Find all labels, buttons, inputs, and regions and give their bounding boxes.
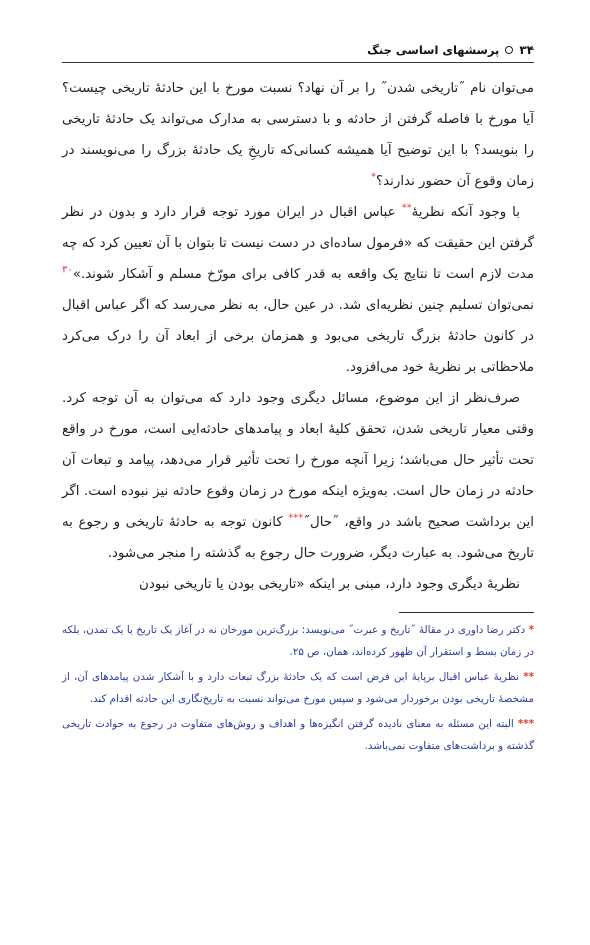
running-header: [62, 38, 534, 63]
page-number: ۳۴: [519, 43, 534, 57]
footnote-2: [62, 666, 534, 710]
footnote-2-text: نظریهٔ عباس اقبال برپایهٔ این فرض است که یک حادثهٔ بزرگ تبعات دارد و با آشکار شدن پیامدهای آن، از مشخصهٔ تاریخی بودن برخوردار می‌شود و سپس مورخ می‌تواند نسبت به تاریخ‌نگاری این حادثه اقدام کند.: [62, 671, 534, 705]
circle-bullet-icon: [505, 46, 513, 54]
footnote-3-text: البته این مسئله به معنای نادیده گرفتن انگیزه‌ها و اهداف و روش‌های متفاوت در رجوع به حوادث تاریخی گذشته و برداشت‌های متفاوت نمی‌باشد.: [62, 718, 534, 752]
footnote-3-mark: ***: [517, 718, 534, 730]
footnote-2-mark: **: [523, 671, 534, 683]
paragraph-3-text-b: کانون توجه به حادثهٔ تاریخی و رجوع به تاریخ می‌شود. به عبارت دیگر، ضرورت حال رجوع به گذشته را منجر می‌شود.: [62, 515, 534, 561]
endnote-ref-30: ۳۰: [62, 264, 73, 276]
footnote-3: [62, 713, 534, 757]
body-text: [62, 73, 534, 600]
paragraph-2-text-c: نمی‌توان تسلیم چنین نظریه‌ای شد. در عین حال، به نظر می‌رسد که اگر عباس اقبال در کانون حادثهٔ بزرگ تاریخی می‌بود و همزمان برخی از ابعاد آن را درک می‌کرد ملاحظاتی بر نظریهٔ خود می‌افزود.: [62, 298, 534, 375]
paragraph-3-text-a: صرف‌نظر از این موضوع، مسائل دیگری وجود دارد که می‌توان به آن توجه کرد. وقتی معیار تاریخی شدن، تحقق کلیهٔ ابعاد و پیامدهای حادثه‌ایی است، مورخ در واقع تحت تأثیر حال می‌باشد؛ زیرا آنچه مورخ را تحت تأثیر قرار می‌دهد، پیامد و تبعات آن حادثه در زمان حال است. به‌ویژه اینکه مورخ در زمان وقوع حادثه نیز نبوده است. اگر این برداشت صحیح باشد در واقع، ˝حال˝: [62, 391, 534, 530]
footnote-1-text: دکتر رضا داوری در مقالهٔ ˝تاریخ و عبرت˝ می‌نویسد: بزرگ‌ترین مورخان نه در آغاز یک تاریخ یا یک تمدن، بلکه در زمان بسط و استقرار آن ظهور کرده‌اند، همان، ص ۲۵.: [62, 624, 534, 658]
paragraph-2: [62, 197, 534, 383]
running-title: پرسشهای اساسی جنگ: [367, 43, 500, 57]
footnote-divider: [399, 612, 534, 613]
paragraph-1-text: می‌توان نام ˝تاریخی شدن˝ را بر آن نهاد؟ نسبت مورخ با این حادثهٔ تاریخی چیست؟ آیا مورخ با فاصله گرفتن از حادثه و با دسترسی به مدارک می‌تواند یک حادثهٔ تاریخی را بنویسد؟ با این توضیح آیا همیشه کسانی‌که تاریخِ یک حادثهٔ بزرگ را می‌نویسند در زمان وقوع آن حضور ندارند؟: [62, 81, 534, 189]
footnote-1: [62, 619, 534, 663]
footnotes: [62, 619, 534, 757]
paragraph-4: [62, 569, 534, 600]
footnote-1-mark: *: [528, 624, 534, 636]
paragraph-1: [62, 73, 534, 197]
paragraph-2-text-a: با وجود آنکه نظریهٔ: [411, 205, 520, 220]
book-page: [62, 38, 534, 918]
paragraph-4-text: نظریهٔ دیگری وجود دارد، مبنی بر اینکه «تاریخی بودن یا تاریخی نبودن: [139, 577, 520, 592]
footnote-ref-3: ***: [288, 512, 304, 524]
paragraph-2-text-b: عباس اقبال در ایران مورد توجه قرار دارد و بدون در نظر گرفتن این حقیقت که «فرمول ساده‌ای در دست نیست تا بتوان با آن تعیین کرد که چه مدت لازم است تا نتایج یک واقعه به قدر کافی برای مورّخ مسلم و آشکار شوند.»: [62, 205, 534, 282]
paragraph-3: [62, 383, 534, 569]
footnote-ref-2: **: [401, 202, 412, 214]
footnote-ref-1: *: [371, 171, 376, 183]
